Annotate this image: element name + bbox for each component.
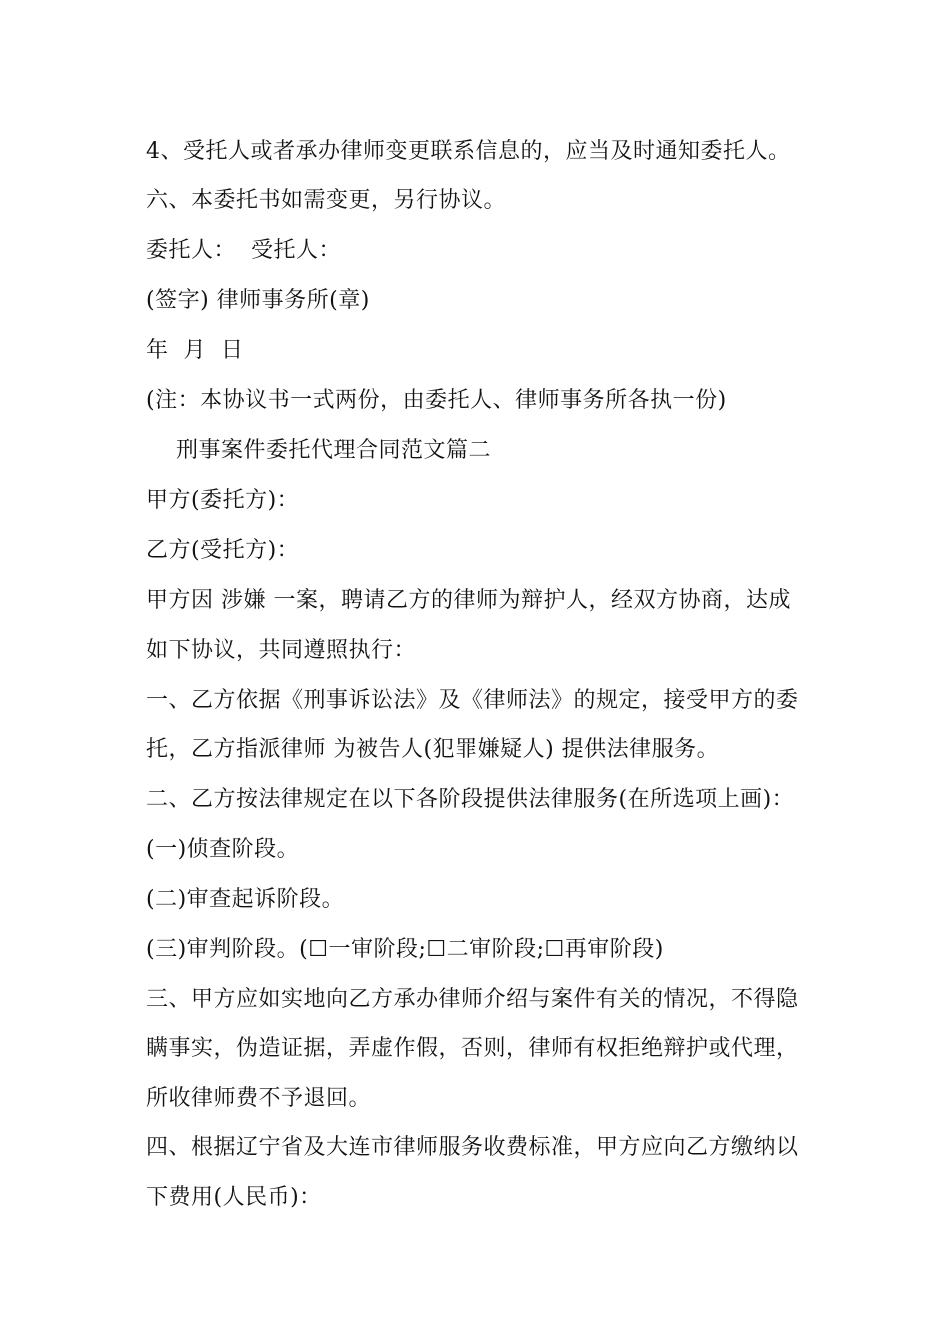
stage-item: (二)审查起诉阶段。	[146, 887, 345, 912]
signature-labels: 委托人： 受托人：	[146, 238, 341, 263]
stage-item: (三)审判阶段。(☐一审阶段;☐二审阶段;☐再审阶段)	[146, 937, 664, 962]
paragraph-line: 六、本委托书如需变更，另行协议。	[146, 188, 507, 213]
party-a-line: 甲方(委托方)：	[146, 488, 300, 513]
paragraph-line: 一、乙方依据《刑事诉讼法》及《律师法》的规定，接受甲方的委	[146, 688, 799, 713]
party-b-line: 乙方(受托方)：	[146, 538, 300, 563]
paragraph-line: 如下协议，共同遵照执行：	[146, 638, 417, 663]
paragraph-line: 所收律师费不予退回。	[146, 1086, 372, 1111]
paragraph-line: 三、甲方应如实地向乙方承办律师介绍与案件有关的情况，不得隐	[146, 987, 799, 1012]
paragraph-line: 4、受托人或者承办律师变更联系信息的，应当及时通知委托人。	[146, 139, 791, 164]
paragraph-line: 托，乙方指派律师 为被告人(犯罪嫌疑人) 提供法律服务。	[146, 737, 720, 762]
paragraph-line: 二、乙方按法律规定在以下各阶段提供法律服务(在所选项上画)：	[146, 787, 795, 812]
paragraph-line: 瞒事实，伪造证据，弄虚作假，否则，律师有权拒绝辩护或代理，	[146, 1036, 799, 1061]
paragraph-line: 四、根据辽宁省及大连市律师服务收费标准，甲方应向乙方缴纳以	[146, 1135, 799, 1160]
paragraph-line: 下费用(人民币)：	[146, 1185, 322, 1210]
signature-fields: (签字) 律师事务所(章)	[146, 288, 370, 313]
stage-item: (一)侦查阶段。	[146, 837, 300, 862]
note-line: (注：本协议书一式两份，由委托人、律师事务所各执一份)	[146, 388, 727, 413]
date-line: 年 月 日	[146, 338, 244, 363]
section-title: 刑事案件委托代理合同范文篇二	[176, 438, 492, 463]
paragraph-line: 甲方因 涉嫌 一案，聘请乙方的律师为辩护人，经双方协商，达成	[146, 588, 791, 613]
